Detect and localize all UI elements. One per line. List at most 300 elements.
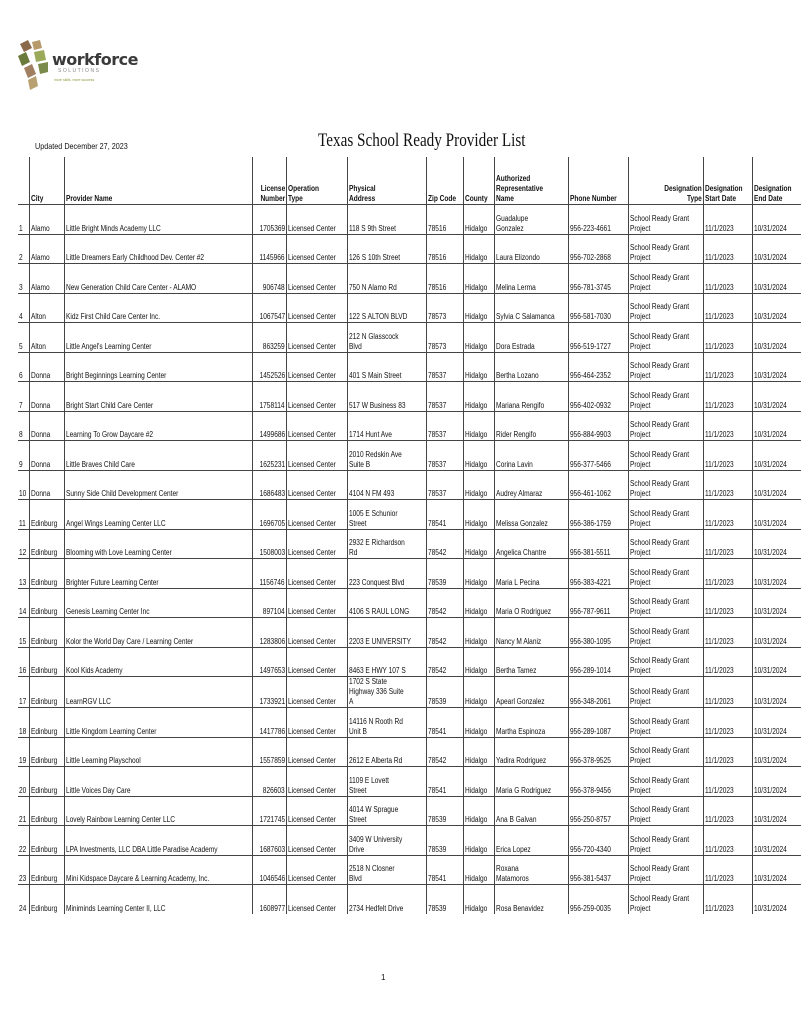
operation-type-cell: Licensed Center	[286, 529, 347, 559]
row-number: 20	[18, 767, 29, 797]
table-row	[18, 855, 801, 885]
start-date-cell: 11/1/2023	[704, 737, 753, 767]
representative-cell: Apearl Gonzalez	[494, 677, 569, 708]
end-date-cell: 10/31/2024	[752, 382, 800, 412]
designation-type-cell: School Ready Grant Project	[629, 796, 704, 826]
table-row	[18, 264, 801, 294]
phone-cell: 956-402-0932	[569, 382, 629, 412]
license-number-cell: 1705369	[252, 205, 286, 235]
address-cell: 2612 E Alberta Rd	[348, 737, 427, 767]
header-designation-type: Designation Type	[629, 157, 704, 205]
table-row	[18, 470, 801, 500]
county-cell: Hidalgo	[464, 796, 495, 826]
designation-type-cell: School Ready Grant Project	[629, 647, 704, 677]
table-row	[18, 796, 801, 826]
provider-name-cell: Bright Start Child Care Center	[64, 382, 252, 412]
operation-type-cell: Licensed Center	[286, 234, 347, 264]
designation-type-cell: School Ready Grant Project	[629, 264, 704, 294]
zip-cell: 78539	[426, 796, 463, 826]
license-number-cell: 1067547	[252, 293, 286, 323]
city-cell: Edinburg	[29, 826, 64, 856]
representative-cell: Audrey Almaraz	[494, 470, 569, 500]
license-number-cell: 1758114	[252, 382, 286, 412]
start-date-cell: 11/1/2023	[704, 293, 753, 323]
table-row	[18, 708, 801, 738]
row-number: 5	[18, 323, 29, 353]
zip-cell: 78537	[426, 382, 463, 412]
phone-cell: 956-581-7030	[569, 293, 629, 323]
representative-cell: Laura Elizondo	[494, 234, 569, 264]
header-phone: Phone Number	[569, 157, 629, 205]
zip-cell: 78542	[426, 529, 463, 559]
start-date-cell: 11/1/2023	[704, 500, 753, 530]
operation-type-cell: Licensed Center	[286, 767, 347, 797]
header-address: Physical Address	[348, 157, 427, 205]
end-date-cell: 10/31/2024	[752, 411, 800, 441]
county-cell: Hidalgo	[464, 588, 495, 618]
city-cell: Edinburg	[29, 529, 64, 559]
county-cell: Hidalgo	[464, 855, 495, 885]
start-date-cell: 11/1/2023	[704, 767, 753, 797]
end-date-cell: 10/31/2024	[752, 737, 800, 767]
zip-cell: 78541	[426, 500, 463, 530]
county-cell: Hidalgo	[464, 708, 495, 738]
representative-cell: Corina Lavin	[494, 441, 569, 471]
table-row	[18, 826, 801, 856]
zip-cell: 78573	[426, 323, 463, 353]
end-date-cell: 10/31/2024	[752, 618, 800, 648]
table-row	[18, 677, 801, 708]
operation-type-cell: Licensed Center	[286, 796, 347, 826]
address-cell: 2734 Hedfelt Drive	[348, 885, 427, 915]
license-number-cell: 1557859	[252, 737, 286, 767]
operation-type-cell: Licensed Center	[286, 885, 347, 915]
zip-cell: 78537	[426, 411, 463, 441]
county-cell: Hidalgo	[464, 205, 495, 235]
address-cell: 122 S ALTON BLVD	[348, 293, 427, 323]
zip-cell: 78539	[426, 826, 463, 856]
operation-type-cell: Licensed Center	[286, 826, 347, 856]
end-date-cell: 10/31/2024	[752, 234, 800, 264]
city-cell: Edinburg	[29, 708, 64, 738]
city-cell: Donna	[29, 352, 64, 382]
row-number: 7	[18, 382, 29, 412]
city-cell: Edinburg	[29, 677, 64, 708]
county-cell: Hidalgo	[464, 323, 495, 353]
operation-type-cell: Licensed Center	[286, 737, 347, 767]
end-date-cell: 10/31/2024	[752, 855, 800, 885]
operation-type-cell: Licensed Center	[286, 559, 347, 589]
representative-cell: Sylvia C Salamanca	[494, 293, 569, 323]
row-number: 18	[18, 708, 29, 738]
county-cell: Hidalgo	[464, 470, 495, 500]
table-row	[18, 205, 801, 235]
end-date-cell: 10/31/2024	[752, 323, 800, 353]
provider-name-cell: Little Voices Day Care	[64, 767, 252, 797]
license-number-cell: 1721745	[252, 796, 286, 826]
address-cell: 3409 W University Drive	[348, 826, 427, 856]
license-number-cell: 1046546	[252, 855, 286, 885]
designation-type-cell: School Ready Grant Project	[629, 885, 704, 915]
designation-type-cell: School Ready Grant Project	[629, 323, 704, 353]
representative-cell: Angelica Chantre	[494, 529, 569, 559]
end-date-cell: 10/31/2024	[752, 796, 800, 826]
phone-cell: 956-289-1087	[569, 708, 629, 738]
end-date-cell: 10/31/2024	[752, 352, 800, 382]
table-row	[18, 382, 801, 412]
table-row	[18, 500, 801, 530]
designation-type-cell: School Ready Grant Project	[629, 205, 704, 235]
logo-wordmark: workforce	[52, 50, 138, 69]
logo-subtitle: SOLUTIONS	[58, 68, 101, 74]
county-cell: Hidalgo	[464, 234, 495, 264]
row-number: 24	[18, 885, 29, 915]
phone-cell: 956-386-1759	[569, 500, 629, 530]
county-cell: Hidalgo	[464, 618, 495, 648]
provider-name-cell: Kolor the World Day Care / Learning Center	[64, 618, 252, 648]
provider-name-cell: Sunny Side Child Development Center	[64, 470, 252, 500]
license-number-cell: 1499686	[252, 411, 286, 441]
end-date-cell: 10/31/2024	[752, 885, 800, 915]
start-date-cell: 11/1/2023	[704, 885, 753, 915]
end-date-cell: 10/31/2024	[752, 767, 800, 797]
start-date-cell: 11/1/2023	[704, 234, 753, 264]
row-number: 2	[18, 234, 29, 264]
end-date-cell: 10/31/2024	[752, 588, 800, 618]
start-date-cell: 11/1/2023	[704, 382, 753, 412]
address-cell: 1714 Hunt Ave	[348, 411, 427, 441]
provider-name-cell: Lovely Rainbow Learning Center LLC	[64, 796, 252, 826]
start-date-cell: 11/1/2023	[704, 559, 753, 589]
row-number: 11	[18, 500, 29, 530]
zip-cell: 78537	[426, 441, 463, 471]
operation-type-cell: Licensed Center	[286, 323, 347, 353]
phone-cell: 956-381-5437	[569, 855, 629, 885]
designation-type-cell: School Ready Grant Project	[629, 737, 704, 767]
zip-cell: 78539	[426, 677, 463, 708]
address-cell: 4104 N FM 493	[348, 470, 427, 500]
header-operation: Operation Type	[286, 157, 347, 205]
updated-date: Updated December 27, 2023	[35, 141, 128, 151]
operation-type-cell: Licensed Center	[286, 588, 347, 618]
county-cell: Hidalgo	[464, 677, 495, 708]
designation-type-cell: School Ready Grant Project	[629, 618, 704, 648]
provider-name-cell: New Generation Child Care Center - ALAMO	[64, 264, 252, 294]
logo-mark-icon	[18, 40, 50, 90]
designation-type-cell: School Ready Grant Project	[629, 470, 704, 500]
start-date-cell: 11/1/2023	[704, 205, 753, 235]
phone-cell: 956-223-4661	[569, 205, 629, 235]
start-date-cell: 11/1/2023	[704, 796, 753, 826]
row-number: 4	[18, 293, 29, 323]
provider-name-cell: LearnRGV LLC	[64, 677, 252, 708]
address-cell: 2010 Redskin Ave Suite B	[348, 441, 427, 471]
license-number-cell: 1417786	[252, 708, 286, 738]
license-number-cell: 1625231	[252, 441, 286, 471]
operation-type-cell: Licensed Center	[286, 647, 347, 677]
row-number: 13	[18, 559, 29, 589]
start-date-cell: 11/1/2023	[704, 529, 753, 559]
phone-cell: 956-348-2061	[569, 677, 629, 708]
license-number-cell: 1696705	[252, 500, 286, 530]
end-date-cell: 10/31/2024	[752, 293, 800, 323]
county-cell: Hidalgo	[464, 264, 495, 294]
representative-cell: Guadalupe Gonzalez	[494, 205, 569, 235]
provider-name-cell: Genesis Learning Center Inc	[64, 588, 252, 618]
phone-cell: 956-378-9525	[569, 737, 629, 767]
zip-cell: 78516	[426, 234, 463, 264]
county-cell: Hidalgo	[464, 293, 495, 323]
end-date-cell: 10/31/2024	[752, 826, 800, 856]
representative-cell: Roxana Matamoros	[494, 855, 569, 885]
start-date-cell: 11/1/2023	[704, 323, 753, 353]
end-date-cell: 10/31/2024	[752, 500, 800, 530]
county-cell: Hidalgo	[464, 529, 495, 559]
operation-type-cell: Licensed Center	[286, 441, 347, 471]
phone-cell: 956-289-1014	[569, 647, 629, 677]
workforce-logo	[18, 40, 138, 92]
start-date-cell: 11/1/2023	[704, 647, 753, 677]
city-cell: Alton	[29, 293, 64, 323]
phone-cell: 956-464-2352	[569, 352, 629, 382]
row-number: 8	[18, 411, 29, 441]
representative-cell: Rosa Benavidez	[494, 885, 569, 915]
phone-cell: 956-383-4221	[569, 559, 629, 589]
license-number-cell: 826603	[252, 767, 286, 797]
logo-tagline: more skills. more success.	[54, 78, 96, 82]
phone-cell: 956-702-2868	[569, 234, 629, 264]
address-cell: 212 N Glasscock Blvd	[348, 323, 427, 353]
representative-cell: Maria O Rodriguez	[494, 588, 569, 618]
county-cell: Hidalgo	[464, 382, 495, 412]
end-date-cell: 10/31/2024	[752, 708, 800, 738]
license-number-cell: 1497653	[252, 647, 286, 677]
address-cell: 750 N Alamo Rd	[348, 264, 427, 294]
operation-type-cell: Licensed Center	[286, 500, 347, 530]
start-date-cell: 11/1/2023	[704, 618, 753, 648]
start-date-cell: 11/1/2023	[704, 411, 753, 441]
representative-cell: Melina Lerma	[494, 264, 569, 294]
table-row	[18, 737, 801, 767]
header-zip: Zip Code	[426, 157, 463, 205]
zip-cell: 78573	[426, 293, 463, 323]
provider-name-cell: Brighter Future Learning Center	[64, 559, 252, 589]
representative-cell: Mariana Rengifo	[494, 382, 569, 412]
row-number: 23	[18, 855, 29, 885]
county-cell: Hidalgo	[464, 500, 495, 530]
county-cell: Hidalgo	[464, 559, 495, 589]
header-num	[18, 157, 29, 205]
phone-cell: 956-781-3745	[569, 264, 629, 294]
header-start-date: Designation Start Date	[704, 157, 753, 205]
table-row	[18, 618, 801, 648]
license-number-cell: 1686483	[252, 470, 286, 500]
header-provider: Provider Name	[64, 157, 252, 205]
header-end-date: Designation End Date	[752, 157, 800, 205]
provider-name-cell: Miniminds Learning Center II, LLC	[64, 885, 252, 915]
start-date-cell: 11/1/2023	[704, 470, 753, 500]
representative-cell: Erica Lopez	[494, 826, 569, 856]
county-cell: Hidalgo	[464, 826, 495, 856]
zip-cell: 78537	[426, 352, 463, 382]
phone-cell: 956-884-9903	[569, 411, 629, 441]
county-cell: Hidalgo	[464, 647, 495, 677]
phone-cell: 956-381-5511	[569, 529, 629, 559]
city-cell: Alamo	[29, 205, 64, 235]
row-number: 14	[18, 588, 29, 618]
address-cell: 223 Conquest Blvd	[348, 559, 427, 589]
row-number: 9	[18, 441, 29, 471]
representative-cell: Maria G Rodriguez	[494, 767, 569, 797]
representative-cell: Maria L Pecina	[494, 559, 569, 589]
operation-type-cell: Licensed Center	[286, 618, 347, 648]
page-title: Texas School Ready Provider List	[318, 130, 526, 151]
city-cell: Edinburg	[29, 647, 64, 677]
license-number-cell: 1283806	[252, 618, 286, 648]
county-cell: Hidalgo	[464, 352, 495, 382]
address-cell: 2932 E Richardson Rd	[348, 529, 427, 559]
operation-type-cell: Licensed Center	[286, 205, 347, 235]
representative-cell: Yadira Rodriguez	[494, 737, 569, 767]
zip-cell: 78541	[426, 708, 463, 738]
provider-name-cell: Little Learning Playschool	[64, 737, 252, 767]
designation-type-cell: School Ready Grant Project	[629, 529, 704, 559]
table-row	[18, 588, 801, 618]
end-date-cell: 10/31/2024	[752, 470, 800, 500]
representative-cell: Martha Espinoza	[494, 708, 569, 738]
zip-cell: 78542	[426, 647, 463, 677]
provider-name-cell: LPA Investments, LLC DBA Little Paradise Academy	[64, 826, 252, 856]
city-cell: Edinburg	[29, 767, 64, 797]
designation-type-cell: School Ready Grant Project	[629, 588, 704, 618]
operation-type-cell: Licensed Center	[286, 708, 347, 738]
operation-type-cell: Licensed Center	[286, 855, 347, 885]
designation-type-cell: School Ready Grant Project	[629, 352, 704, 382]
operation-type-cell: Licensed Center	[286, 264, 347, 294]
operation-type-cell: Licensed Center	[286, 352, 347, 382]
address-cell: 1702 S State Highway 336 Suite A	[348, 677, 427, 708]
city-cell: Edinburg	[29, 885, 64, 915]
operation-type-cell: Licensed Center	[286, 411, 347, 441]
designation-type-cell: School Ready Grant Project	[629, 411, 704, 441]
license-number-cell: 1733921	[252, 677, 286, 708]
page-number: 1	[381, 973, 386, 982]
operation-type-cell: Licensed Center	[286, 470, 347, 500]
provider-name-cell: Learning To Grow Daycare #2	[64, 411, 252, 441]
provider-name-cell: Bright Beginnings Learning Center	[64, 352, 252, 382]
start-date-cell: 11/1/2023	[704, 855, 753, 885]
city-cell: Edinburg	[29, 737, 64, 767]
zip-cell: 78542	[426, 588, 463, 618]
start-date-cell: 11/1/2023	[704, 264, 753, 294]
county-cell: Hidalgo	[464, 767, 495, 797]
license-number-cell: 1687603	[252, 826, 286, 856]
zip-cell: 78537	[426, 470, 463, 500]
designation-type-cell: School Ready Grant Project	[629, 559, 704, 589]
provider-name-cell: Little Dreamers Early Childhood Dev. Center #2	[64, 234, 252, 264]
phone-cell: 956-259-0035	[569, 885, 629, 915]
city-cell: Alamo	[29, 234, 64, 264]
header-city: City	[29, 157, 64, 205]
header-license: License Number	[252, 157, 286, 205]
license-number-cell: 1608977	[252, 885, 286, 915]
table-row	[18, 293, 801, 323]
phone-cell: 956-787-9611	[569, 588, 629, 618]
city-cell: Edinburg	[29, 855, 64, 885]
city-cell: Edinburg	[29, 559, 64, 589]
county-cell: Hidalgo	[464, 885, 495, 915]
end-date-cell: 10/31/2024	[752, 529, 800, 559]
license-number-cell: 897104	[252, 588, 286, 618]
zip-cell: 78542	[426, 737, 463, 767]
representative-cell: Nancy M Alaniz	[494, 618, 569, 648]
end-date-cell: 10/31/2024	[752, 647, 800, 677]
address-cell: 401 S Main Street	[348, 352, 427, 382]
row-number: 15	[18, 618, 29, 648]
operation-type-cell: Licensed Center	[286, 677, 347, 708]
header-county: County	[464, 157, 495, 205]
zip-cell: 78516	[426, 205, 463, 235]
city-cell: Donna	[29, 441, 64, 471]
phone-cell: 956-519-1727	[569, 323, 629, 353]
operation-type-cell: Licensed Center	[286, 293, 347, 323]
address-cell: 517 W Business 83	[348, 382, 427, 412]
address-cell: 8463 E HWY 107 S	[348, 647, 427, 677]
table-row	[18, 647, 801, 677]
phone-cell: 956-720-4340	[569, 826, 629, 856]
table-row	[18, 352, 801, 382]
city-cell: Donna	[29, 411, 64, 441]
city-cell: Donna	[29, 382, 64, 412]
provider-name-cell: Mini Kidspace Daycare & Learning Academy, Inc.	[64, 855, 252, 885]
phone-cell: 956-377-5466	[569, 441, 629, 471]
start-date-cell: 11/1/2023	[704, 588, 753, 618]
table-row	[18, 885, 801, 915]
address-cell: 1109 E Lovett Street	[348, 767, 427, 797]
table-row	[18, 767, 801, 797]
license-number-cell: 1452526	[252, 352, 286, 382]
end-date-cell: 10/31/2024	[752, 677, 800, 708]
row-number: 16	[18, 647, 29, 677]
provider-name-cell: Angel Wings Learning Center LLC	[64, 500, 252, 530]
provider-name-cell: Little Braves Child Care	[64, 441, 252, 471]
address-cell: 126 S 10th Street	[348, 234, 427, 264]
row-number: 10	[18, 470, 29, 500]
phone-cell: 956-461-1062	[569, 470, 629, 500]
license-number-cell: 1145966	[252, 234, 286, 264]
address-cell: 118 S 9th Street	[348, 205, 427, 235]
end-date-cell: 10/31/2024	[752, 559, 800, 589]
provider-name-cell: Little Angel's Learning Center	[64, 323, 252, 353]
city-cell: Edinburg	[29, 618, 64, 648]
provider-name-cell: Blooming with Love Learning Center	[64, 529, 252, 559]
license-number-cell: 1156746	[252, 559, 286, 589]
designation-type-cell: School Ready Grant Project	[629, 441, 704, 471]
zip-cell: 78542	[426, 618, 463, 648]
zip-cell: 78516	[426, 264, 463, 294]
provider-name-cell: Little Kingdom Learning Center	[64, 708, 252, 738]
zip-cell: 78541	[426, 767, 463, 797]
operation-type-cell: Licensed Center	[286, 382, 347, 412]
provider-name-cell: Kool Kids Academy	[64, 647, 252, 677]
table-row	[18, 411, 801, 441]
row-number: 12	[18, 529, 29, 559]
provider-name-cell: Kidz First Child Care Center Inc.	[64, 293, 252, 323]
row-number: 19	[18, 737, 29, 767]
representative-cell: Melissa Gonzalez	[494, 500, 569, 530]
row-number: 17	[18, 677, 29, 708]
start-date-cell: 11/1/2023	[704, 826, 753, 856]
